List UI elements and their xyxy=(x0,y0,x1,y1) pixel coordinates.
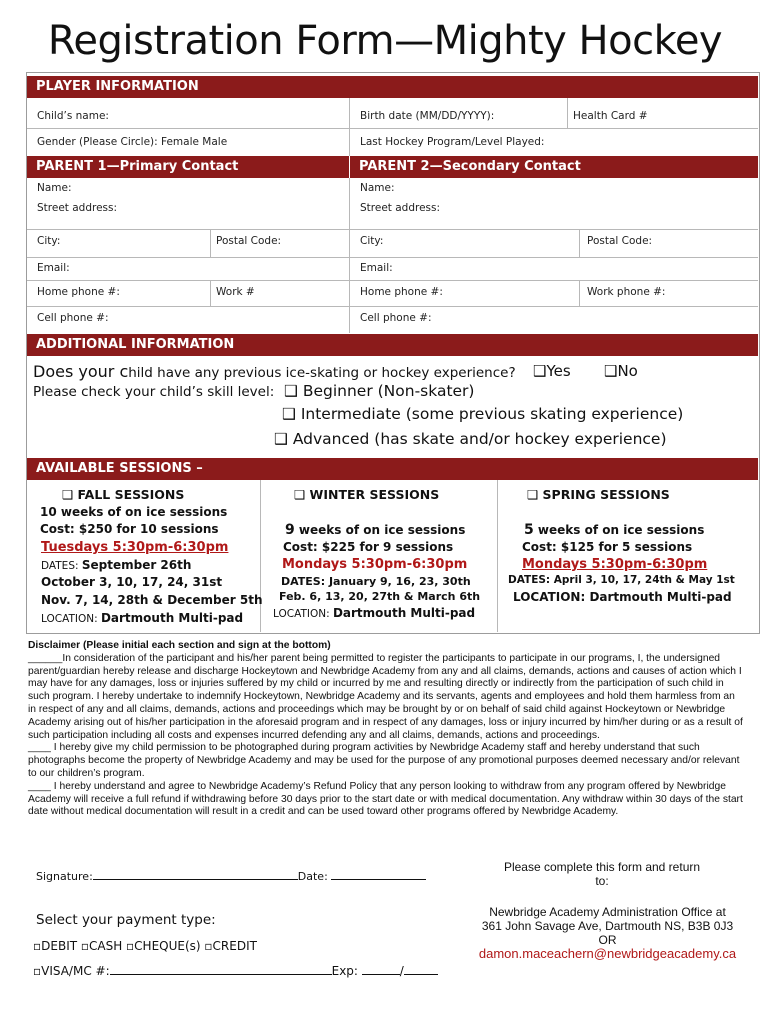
parent2-work-phone-field[interactable]: Work phone #: xyxy=(587,286,666,298)
divider xyxy=(27,257,758,258)
parent1-city-field[interactable]: City: xyxy=(37,235,61,247)
fall-location-label: LOCATION: xyxy=(41,613,101,625)
card-number-line[interactable] xyxy=(110,974,332,975)
experience-question xyxy=(33,362,516,381)
return-address-block xyxy=(460,905,755,961)
disclaimer-photo-paragraph: ____ I hereby give my child permission to be photographed during program activities by Newbridge Academy staff and hereby understand that such photographs become the property of Newbridge Academy and may be used for the purpose of any promotional purposes deemed necessary and/or relevant to our children’s program. xyxy=(28,742,740,779)
parent2-header: PARENT 2—Secondary Contact xyxy=(350,156,758,178)
divider xyxy=(260,480,261,632)
beginner-checkbox[interactable]: ❑ Beginner (Non-skater) xyxy=(284,382,475,400)
or-text: OR xyxy=(598,933,617,947)
winter-weeks xyxy=(285,522,465,538)
spring-sessions-checkbox[interactable]: ❑ SPRING SESSIONS xyxy=(527,487,670,502)
sessions-header: AVAILABLE SESSIONS – xyxy=(27,458,758,480)
date-line[interactable] xyxy=(331,879,426,880)
visa-row xyxy=(33,964,438,978)
divider xyxy=(349,128,350,156)
page-title: Registration Form—Mighty Hockey xyxy=(47,18,723,64)
birth-date-field[interactable]: Birth date (MM/DD/YYYY): xyxy=(360,110,495,122)
parent1-cell-phone-field[interactable]: Cell phone #: xyxy=(37,312,109,324)
parent1-header: PARENT 1—Primary Contact xyxy=(27,156,349,178)
signature-row xyxy=(36,870,426,883)
parent1-email-field[interactable]: Email: xyxy=(37,262,70,274)
winter-day: Mondays 5:30pm-6:30pm xyxy=(282,557,468,572)
spring-day: Mondays 5:30pm-6:30pm xyxy=(522,557,708,572)
disclaimer-heading: Disclaimer (Please initial each section and sign at the bottom) xyxy=(28,640,331,651)
parent1-work-phone-field[interactable]: Work # xyxy=(216,286,255,298)
divider xyxy=(27,229,758,230)
payment-options[interactable]: ▫DEBIT ▫CASH ▫CHEQUE(s) ▫CREDIT xyxy=(33,939,257,953)
spring-cost: Cost: $125 for 5 sessions xyxy=(522,540,693,554)
return-line-2: to: xyxy=(595,874,609,888)
player-info-header: PLAYER INFORMATION xyxy=(27,76,758,98)
fall-location-value: Dartmouth Multi-pad xyxy=(100,611,244,625)
divider xyxy=(27,280,758,281)
winter-location-label: LOCATION: xyxy=(273,608,333,620)
experience-question-rest: hild have any previous ice-skating or hockey experience? xyxy=(128,365,516,381)
parent2-home-phone-field[interactable]: Home phone #: xyxy=(360,286,443,298)
fall-dates-1 xyxy=(41,558,191,572)
skill-level-label: Please check your child’s skill level: xyxy=(33,384,275,400)
exp-month-line[interactable] xyxy=(362,974,400,975)
parent2-city-field[interactable]: City: xyxy=(360,235,384,247)
divider xyxy=(210,229,211,257)
exp-label: Exp: xyxy=(331,964,358,978)
divider xyxy=(27,128,758,129)
disclaimer-refund-paragraph: ____ I hereby understand and agree to Newbridge Academy’s Refund Policy that any person looking to withdraw from any program offered by Newbridge Academy will receive a full refund if withdrawing before 30 days prior to the start date or with medical documentation. Any withdraw within 30 days of the start date without medical documentation will result in a credit and can be used toward other programs offered by Newbridge Academy. xyxy=(28,780,743,818)
fall-cost: Cost: $250 for 10 sessions xyxy=(40,522,219,536)
divider xyxy=(27,306,758,307)
advanced-checkbox[interactable]: ❑ Advanced (has skate and/or hockey experience) xyxy=(274,430,667,448)
winter-dates-1: DATES: January 9, 16, 23, 30th xyxy=(281,575,471,588)
no-checkbox[interactable]: ❑No xyxy=(604,362,638,380)
winter-sessions-checkbox[interactable]: ❑ WINTER SESSIONS xyxy=(294,487,440,502)
fall-weeks: 10 weeks of on ice sessions xyxy=(40,505,228,519)
last-program-field[interactable]: Last Hockey Program/Level Played: xyxy=(360,136,545,148)
divider xyxy=(579,280,580,306)
contact-email-link[interactable]: damon.maceachern@newbridgeacademy.ca xyxy=(478,946,737,961)
date-label: Date: xyxy=(297,870,328,883)
exp-slash: / xyxy=(399,964,404,978)
parent2-cell-phone-field[interactable]: Cell phone #: xyxy=(360,312,432,324)
parent2-street-field[interactable]: Street address: xyxy=(360,202,441,214)
disclaimer xyxy=(28,640,743,819)
winter-weeks-num: 9 xyxy=(285,522,295,538)
parent1-street-field[interactable]: Street address: xyxy=(37,202,118,214)
yes-checkbox[interactable]: ❑Yes xyxy=(533,362,571,380)
fall-dates-first: September 26th xyxy=(81,558,192,572)
spring-weeks xyxy=(524,522,704,538)
winter-location xyxy=(273,606,475,620)
spring-location: LOCATION: Dartmouth Multi-pad xyxy=(513,590,732,604)
health-card-field[interactable]: Health Card # xyxy=(573,110,648,122)
fall-dates-2: October 3, 10, 17, 24, 31st xyxy=(41,575,223,589)
disclaimer-release-paragraph: ______In consideration of the participant and his/her parent being permitted to register the participants to participate in our programs, I, the undersigned parent/guardian hereby release and discharge Hockeytown and Newbridge Academy from any and all claims, demands, actions and causes of action which I may have for any damages, loss or injuries suffered by my child or incurred by me and resulting directly or indirectly from the participation of such child in such program. I hereby undertake to indemnify Hockeytown, Newbridge Academy and its servants, agents and employees and hold them harmless from an in respect of any and all claims, demands, actions and proceedings which may be brought by or on behalf of said child against Hockeytown or Newbridge Academy arising out of his/her participation in the aforesaid program and in respect of any damages, loss or injury incurred by him/her during or as a result of such participation including all costs and expenses incurred defending any and all claims, demands, actions and proceedings. xyxy=(28,652,743,741)
additional-info-header: ADDITIONAL INFORMATION xyxy=(27,334,758,356)
return-line-1: Please complete this form and return xyxy=(503,860,701,874)
parent2-email-field[interactable]: Email: xyxy=(360,262,393,274)
divider xyxy=(567,98,568,128)
fall-dates-label: DATES: xyxy=(41,560,82,572)
gender-field[interactable]: Gender (Please Circle): Female Male xyxy=(37,136,228,148)
return-instructions xyxy=(470,860,734,888)
divider xyxy=(579,229,580,257)
parent2-name-field[interactable]: Name: xyxy=(360,182,395,194)
intermediate-checkbox[interactable]: ❑ Intermediate (some previous skating experience) xyxy=(282,405,684,423)
office-address: 361 John Savage Ave, Dartmouth NS, B3B 0J3 xyxy=(481,919,734,933)
office-name: Newbridge Academy Administration Office at xyxy=(489,905,726,919)
spring-dates: DATES: April 3, 10, 17, 24th & May 1st xyxy=(508,574,735,586)
divider xyxy=(210,280,211,306)
fall-sessions-checkbox[interactable]: ❑ FALL SESSIONS xyxy=(62,487,185,502)
divider xyxy=(349,98,350,128)
spring-weeks-text: weeks of on ice sessions xyxy=(533,523,705,537)
winter-dates-2: Feb. 6, 13, 20, 27th & March 6th xyxy=(279,590,481,603)
spring-weeks-num: 5 xyxy=(524,522,534,538)
payment-heading: Select your payment type: xyxy=(36,912,216,928)
divider xyxy=(349,178,350,333)
winter-weeks-text: weeks of on ice sessions xyxy=(294,523,466,537)
fall-location xyxy=(41,611,243,625)
parent2-postal-field[interactable]: Postal Code: xyxy=(587,235,653,247)
child-name-field[interactable]: Child’s name: xyxy=(37,110,109,122)
signature-line[interactable] xyxy=(93,879,298,880)
fall-day: Tuesdays 5:30pm-6:30pm xyxy=(41,540,229,555)
parent1-name-field[interactable]: Name: xyxy=(37,182,72,194)
fall-dates-3: Nov. 7, 14, 28th & December 5th xyxy=(41,593,263,607)
winter-cost: Cost: $225 for 9 sessions xyxy=(283,540,454,554)
parent1-home-phone-field[interactable]: Home phone #: xyxy=(37,286,120,298)
winter-location-value: Dartmouth Multi-pad xyxy=(332,606,476,620)
visa-label: ▫VISA/MC #: xyxy=(33,964,110,978)
parent1-postal-field[interactable]: Postal Code: xyxy=(216,235,282,247)
experience-question-start: Does your c xyxy=(33,362,129,381)
signature-label: Signature: xyxy=(36,870,93,883)
divider xyxy=(497,480,498,632)
exp-year-line[interactable] xyxy=(404,974,438,975)
